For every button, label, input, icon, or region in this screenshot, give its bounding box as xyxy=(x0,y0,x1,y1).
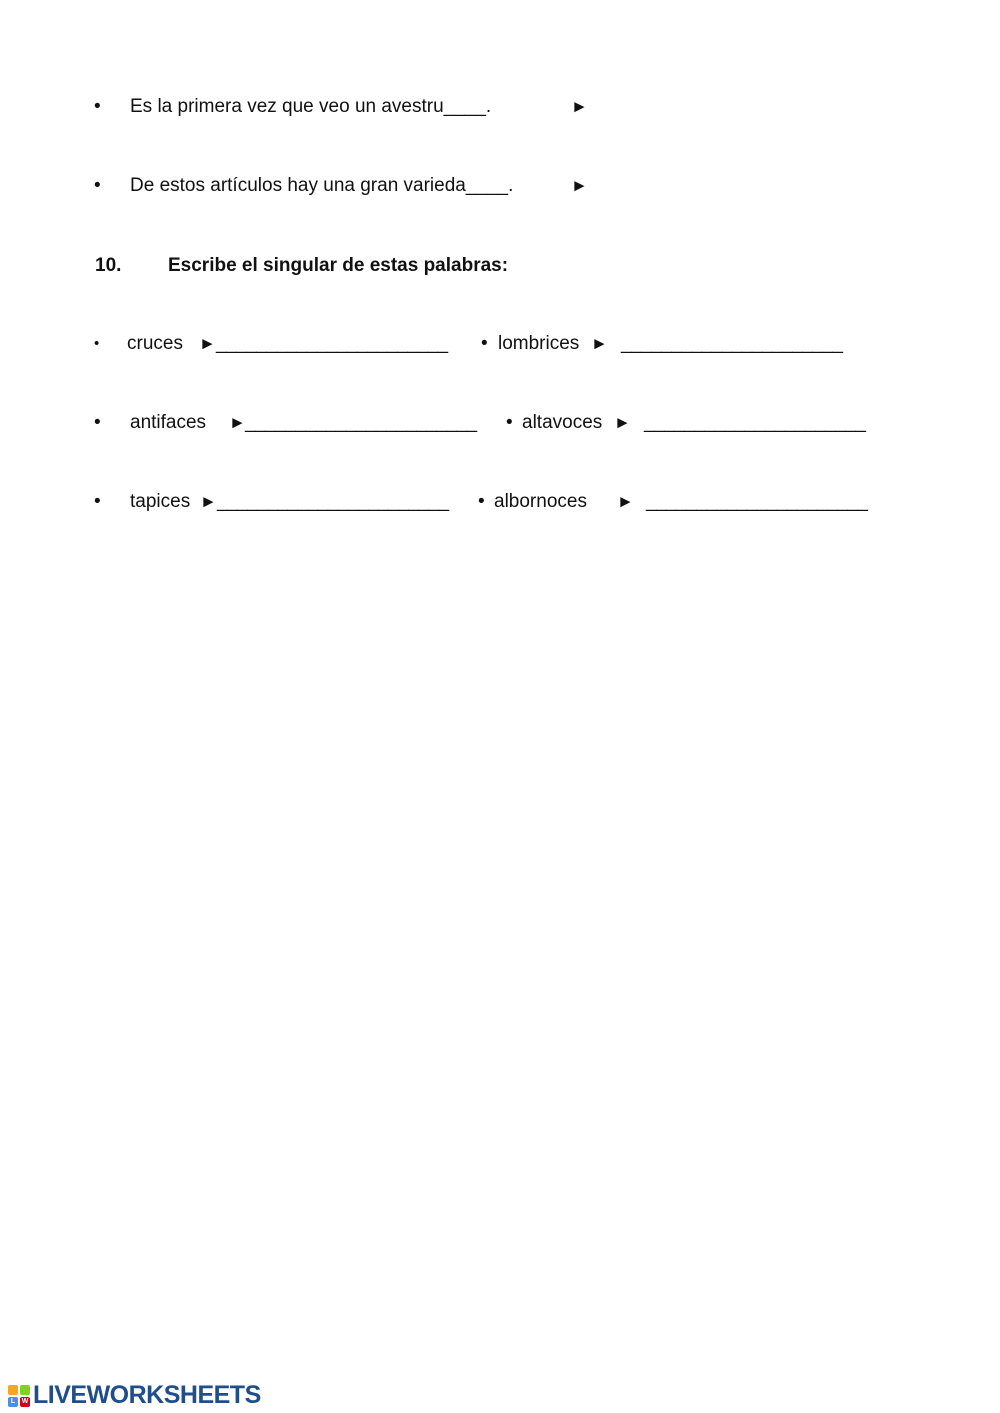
answer-blank[interactable]: ______________________ xyxy=(644,412,866,433)
bullet: • xyxy=(506,412,513,433)
arrow-icon: ► xyxy=(591,334,608,353)
bullet: • xyxy=(94,412,101,433)
arrow-icon: ► xyxy=(571,97,588,116)
logo-blocks-icon xyxy=(8,1385,30,1407)
brand-name: LIVEWORKSHEETS xyxy=(33,1381,261,1409)
answer-blank[interactable]: _______________________ xyxy=(217,491,449,512)
liveworksheets-logo[interactable] xyxy=(8,1381,261,1410)
plural-word: altavoces xyxy=(522,412,603,433)
logo-block: W xyxy=(21,1397,29,1405)
exercise-number: 10. xyxy=(95,255,122,276)
exercise-title: Escribe el singular de estas palabras: xyxy=(168,255,509,276)
arrow-icon: ► xyxy=(617,492,634,511)
plural-word: tapices xyxy=(130,491,191,512)
bullet: • xyxy=(478,491,485,512)
logo-block xyxy=(20,1385,30,1395)
plural-word: albornoces xyxy=(494,491,587,512)
arrow-icon: ► xyxy=(229,413,246,432)
logo-block: L xyxy=(8,1397,18,1407)
bullet: • xyxy=(481,333,488,354)
bullet: • xyxy=(94,491,101,512)
arrow-icon: ► xyxy=(199,334,216,353)
arrow-icon: ► xyxy=(571,176,588,195)
plural-word: cruces xyxy=(127,333,183,354)
plural-word: antifaces xyxy=(130,412,207,433)
arrow-icon: ► xyxy=(614,413,631,432)
answer-blank[interactable]: _______________________ xyxy=(216,333,448,354)
answer-blank[interactable]: ______________________ xyxy=(646,491,868,512)
sentence-text: Es la primera vez que veo un avestru____. xyxy=(130,96,492,117)
bullet: • xyxy=(94,96,101,117)
sentence-text: De estos artículos hay una gran varieda____. xyxy=(130,175,514,196)
logo-block xyxy=(8,1385,18,1395)
arrow-icon: ► xyxy=(200,492,217,511)
plural-word: lombrices xyxy=(498,333,580,354)
answer-blank[interactable]: _______________________ xyxy=(245,412,477,433)
bullet: • xyxy=(94,335,100,352)
bullet: • xyxy=(94,175,101,196)
answer-blank[interactable]: ______________________ xyxy=(621,333,843,354)
